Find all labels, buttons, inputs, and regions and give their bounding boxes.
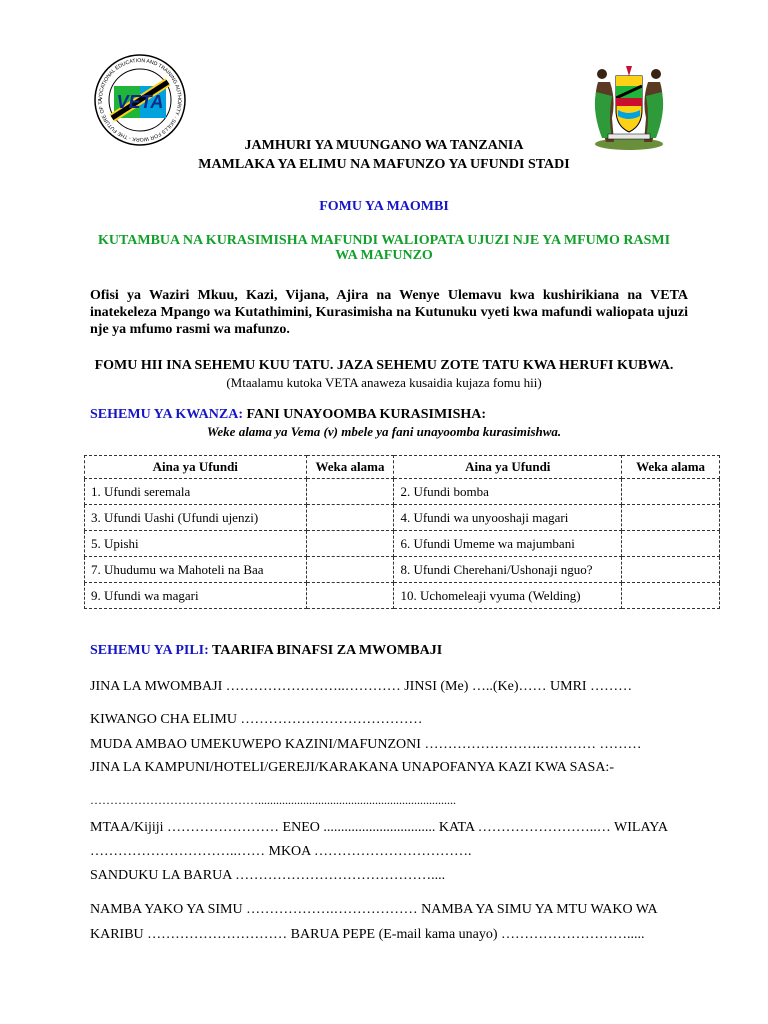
trade-name: 10. Uchomeleaji vyuma (Welding) <box>394 583 622 609</box>
coat-of-arms-emblem <box>588 52 670 152</box>
veta-logo-text: VETA <box>116 92 164 112</box>
po-box-field[interactable]: SANDUKU LA BARUA …………………………………….... <box>90 868 446 883</box>
table-header: Aina ya Ufundi <box>85 456 307 479</box>
tick-box[interactable] <box>622 531 720 557</box>
section-2-heading <box>90 643 442 659</box>
instructions-main: FOMU HII INA SEHEMU KUU TATU. JAZA SEHEMU ZOTE TATU KWA HERUFI KUBWA. <box>94 358 674 373</box>
trade-selection-table <box>84 455 720 609</box>
tick-box[interactable] <box>622 583 720 609</box>
work-duration-field[interactable]: MUDA AMBAO UMEKUWEPO KAZINI/MAFUNZONI …………………….………… ……… <box>90 737 642 752</box>
section-1-label: SEHEMU YA KWANZA: <box>90 407 243 422</box>
section-1-heading <box>90 407 486 423</box>
subtitle-line-1: KUTAMBUA NA KURASIMISHA MAFUNDI WALIOPATA UJUZI NJE YA MFUMO RASMI <box>97 233 671 248</box>
trade-name: 5. Upishi <box>85 531 307 557</box>
education-level-field[interactable]: KIWANGO CHA ELIMU ………………………………… <box>90 712 423 727</box>
table-row <box>85 479 720 505</box>
table-row <box>85 557 720 583</box>
email-field[interactable]: KARIBU ………………………… BARUA PEPE (E-mail kama unayo) ………………………..... <box>90 927 645 942</box>
trade-name: 4. Ufundi wa unyooshaji magari <box>394 505 622 531</box>
veta-ring-text: VOCATIONAL EDUCATION AND TRAINING AUTHORITY · SKILLS FOR WORK - THE FUTURE OF TA <box>97 57 183 143</box>
company-name-field[interactable]: …………………………………….................................................................. <box>90 793 456 807</box>
section-1-note: Weke alama ya Vema (v) mbele ya fani unayoomba kurasimishwa. <box>206 424 562 439</box>
section-1-title: FANI UNAYOOMBA KURASIMISHA: <box>246 407 487 422</box>
table-row <box>85 505 720 531</box>
trade-name: 8. Ufundi Cherehani/Ushonaji nguo? <box>394 557 622 583</box>
trade-name: 3. Ufundi Uashi (Ufundi ujenzi) <box>85 505 307 531</box>
trade-name: 2. Ufundi bomba <box>394 479 622 505</box>
section-2-title: TAARIFA BINAFSI ZA MWOMBAJI <box>212 643 443 658</box>
tick-box[interactable] <box>306 479 394 505</box>
trade-name: 6. Ufundi Umeme wa majumbani <box>394 531 622 557</box>
tick-box[interactable] <box>622 505 720 531</box>
trade-name: 1. Ufundi seremala <box>85 479 307 505</box>
header-line-2: MAMLAKA YA ELIMU NA MAFUNZO YA UFUNDI STADI <box>198 157 570 172</box>
tick-box[interactable] <box>306 557 394 583</box>
section-2-label: SEHEMU YA PILI: <box>90 643 209 658</box>
applicant-name-field[interactable]: JINA LA MWOMBAJI ……………………..………… JINSI (Me) …..(Ke)…… UMRI ……… <box>90 679 633 694</box>
table-header: Weka alama <box>306 456 394 479</box>
table-header-row <box>85 456 720 479</box>
company-name-label: JINA LA KAMPUNI/HOTELI/GEREJI/KARAKANA UNAPOFANYA KAZI KWA SASA:- <box>90 760 614 775</box>
phone-field[interactable]: NAMBA YAKO YA SIMU ……………….……………… NAMBA YA SIMU YA MTU WAKO WA <box>90 902 658 917</box>
location-field[interactable]: MTAA/Kijiji …………………… ENEO ................................ KATA ……………………..… WILAYA <box>90 820 668 835</box>
tick-box[interactable] <box>306 531 394 557</box>
form-title: FOMU YA MAOMBI <box>319 199 449 214</box>
region-field[interactable]: …………………………..…… MKOA ……………………………. <box>90 844 472 859</box>
subtitle-line-2: WA MAFUNZO <box>335 248 433 263</box>
intro-paragraph: Ofisi ya Waziri Mkuu, Kazi, Vijana, Ajira na Wenye Ulemavu kwa kushirikiana na VETA inatekeleza Mpango wa Kutathimini, Kurasimisha na Kutunuku vyeti kwa mafundi waliopata ujuzi nje ya mfumo rasmi wa mafunzo. <box>90 288 688 337</box>
table-row <box>85 531 720 557</box>
trade-name: 9. Ufundi wa magari <box>85 583 307 609</box>
header-line-1: JAMHURI YA MUUNGANO WA TANZANIA <box>244 138 524 153</box>
trade-name: 7. Uhudumu wa Mahoteli na Baa <box>85 557 307 583</box>
instructions-sub: (Mtaalamu kutoka VETA anaweza kusaidia kujaza fomu hii) <box>226 375 542 390</box>
tick-box[interactable] <box>306 583 394 609</box>
tick-box[interactable] <box>306 505 394 531</box>
table-header: Aina ya Ufundi <box>394 456 622 479</box>
table-header: Weka alama <box>622 456 720 479</box>
veta-logo <box>92 52 188 148</box>
tick-box[interactable] <box>622 479 720 505</box>
table-row <box>85 583 720 609</box>
tick-box[interactable] <box>622 557 720 583</box>
